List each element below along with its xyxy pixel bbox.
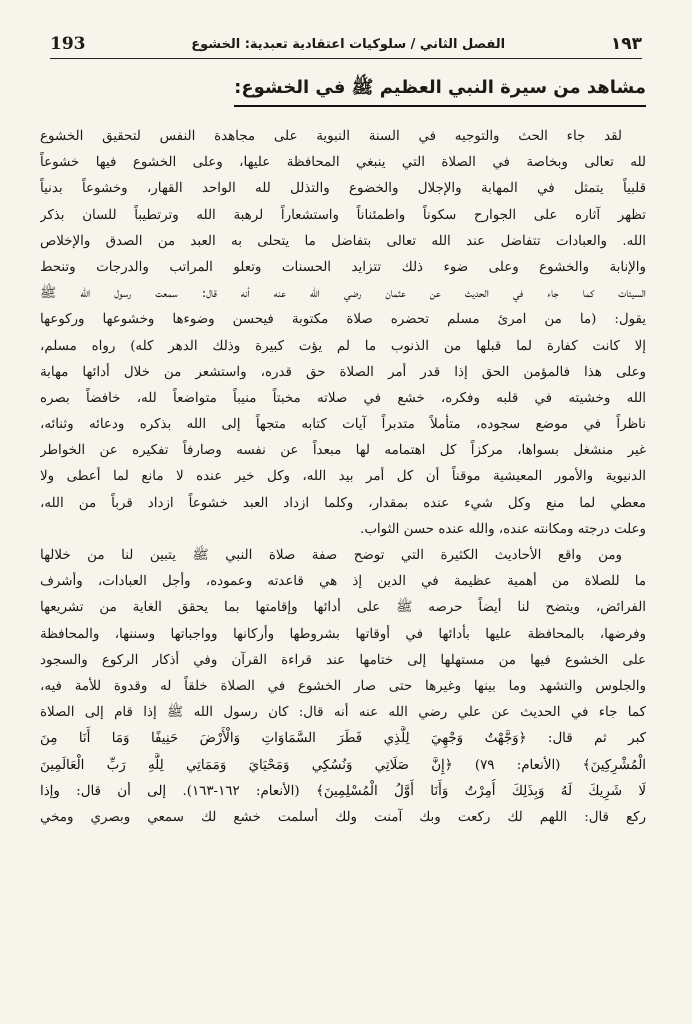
chapter-title: الفصل الثاني / سلوكيات اعتقادية تعبدية: الخشوع bbox=[191, 36, 506, 52]
text-line: إلا كانت كفارة لما قبلها من الذنوب ما لم يؤت كبيرة وذلك الدهر كله) رواه مسلم، bbox=[40, 338, 646, 354]
section-title: مشاهد من سيرة النبي العظيم ﷺ في الخشوع: bbox=[234, 76, 646, 107]
text-line: لقد جاء الحث والتوجيه في السنة النبوية على مجاهدة النفس لتحقيق الخشوع bbox=[40, 129, 622, 144]
text-line: الله وخشيته في قلبه وفكره، خشع في صلاته مخبتاً منيباً متواضعاً لله، خافضاً بصره bbox=[40, 390, 646, 406]
text-line: الفرائض، ويتضح لنا أيضاً حرصه ﷺ على أدائها وإقامتها بما يحقق الغاية من تشريعها bbox=[40, 600, 646, 616]
text-line: لَا شَرِيكَ لَهُ وَبِذَلِكَ أُمِرْتُ وَأَنَا أَوَّلُ الْمُسْلِمِينَ﴾ (الأنعام: ١٦٢-١٦٣). إلى أن قال: وإذا bbox=[40, 783, 646, 799]
text-line: ومن واقع الأحاديث الكثيرة التي توضح صفة صلاة النبي ﷺ يتبين لنا من خلالها bbox=[40, 548, 622, 563]
text-line: والإنابة والخشوع وعلى ضوء ذلك تتزايد الحسنات وتعلو المراتب والدرجات وتنحط bbox=[40, 259, 646, 275]
text-line: وعلت درجته ومكانته عنده، والله عنده حسن الثواب. bbox=[360, 521, 646, 537]
text-line: الله. والعبادات تتفاضل عند الله تعالى بتفاضل ما يتحلى به العبد من الصدق والإخلاص bbox=[40, 233, 646, 249]
text-line: وفرضها، بالمحافظة عليها بأدائها في أوقاتها بشروطها وأركانها وواجباتها وسننها، والمحافظة bbox=[40, 626, 646, 642]
text-line: ركع قال: اللهم لك ركعت وبك آمنت ولك أسلمت خشع لك سمعي وبصري ومخي bbox=[40, 809, 646, 825]
text-line: الْمُشْرِكِينَ﴾ (الأنعام: ٧٩) ﴿إِنَّ صَلَاتِي وَنُسُكِي وَمَحْيَايَ وَمَمَاتِي لِلَّهِ رَبِّ الْعَالَمِينَ bbox=[40, 757, 646, 773]
text-line: على الخشوع فيها من مستهلها إلى ختامها عند قراءة القرآن وفي أذكار الركوع والسجود bbox=[40, 652, 646, 668]
body-text bbox=[40, 124, 646, 831]
text-line: قلبياً يتمثل في المهابة والإجلال والخضوع والتذلل لله الواحد القهار، وخشوعاً بدنياً bbox=[40, 181, 646, 197]
text-line: ناظراً في موضع سجوده، متأملاً متدبراً آيات كتابه متجهاً إلى الله بذكره ودعائه وثنائه، bbox=[40, 417, 646, 433]
text-line: يقول: (ما من امرئ مسلم تحضره صلاة مكتوبة فيحسن وضوءها وخشوعها وركوعها bbox=[40, 312, 646, 328]
running-header bbox=[50, 30, 642, 59]
page-number-arabic: ١٩٣ bbox=[610, 34, 642, 54]
text-line: وعلى هذا فالمؤمن الحق إذا قدر أمر الصلاة حق قدره، واستشعر من خلال أدائها مهابة bbox=[40, 364, 646, 380]
text-line: معطي لما منع وكل شيء عنده بمقدار، وكلما ازداد العبد خشوعاً ازداد قرباً من الله، bbox=[40, 495, 646, 511]
text-line: كبر ثم قال: ﴿وَجَّهْتُ وَجْهِيَ لِلَّذِي فَطَرَ السَّمَاوَاتِ وَالْأَرْضَ حَنِيفًا وَمَا أَنَا مِنَ bbox=[40, 731, 646, 747]
text-line: الدنيوية والأمور المعيشية موقناً أن كل أمر بيد الله، وكل خير عنده لا مانع لما أعطى ولا bbox=[40, 469, 646, 485]
text-line: لله تعالى وبخاصة في الصلاة التي ينبغي المحافظة عليها، وعلى الخشوع فيها خشوعاً bbox=[40, 155, 646, 171]
text-line: والجلوس والتشهد وما بينها وغيرها حتى صار الخشوع في الصلاة خلقاً له وقدوة للأمة فيه، bbox=[40, 678, 646, 694]
text-line: غير منشغل بسواها، مركزاً كل اهتمامه لها مبعداً عن نفسه وصارفاً تفكيره عن الخواطر bbox=[40, 443, 646, 459]
text-line: السيئات كما جاء في الحديث عن عثمان رضي الله عنه أنه قال: سمعت رسول الله ﷺ bbox=[40, 286, 646, 302]
text-line: كما جاء في الحديث عن علي رضي الله عنه أنه قال: كان رسول الله ﷺ إذا قام إلى الصلاة bbox=[40, 705, 646, 721]
text-line: تظهر آثاره على الجوارح سكوناً واطمئناناً واستشعاراً لرهبة الله وترتطيباً للسان بذكر bbox=[40, 207, 646, 223]
page-number: 193 bbox=[50, 34, 86, 54]
text-line: ما للصلاة من أهمية عظيمة في الدين إذ هي قاعدته وعموده، وأجل العبادات، وأشرف bbox=[40, 574, 646, 590]
